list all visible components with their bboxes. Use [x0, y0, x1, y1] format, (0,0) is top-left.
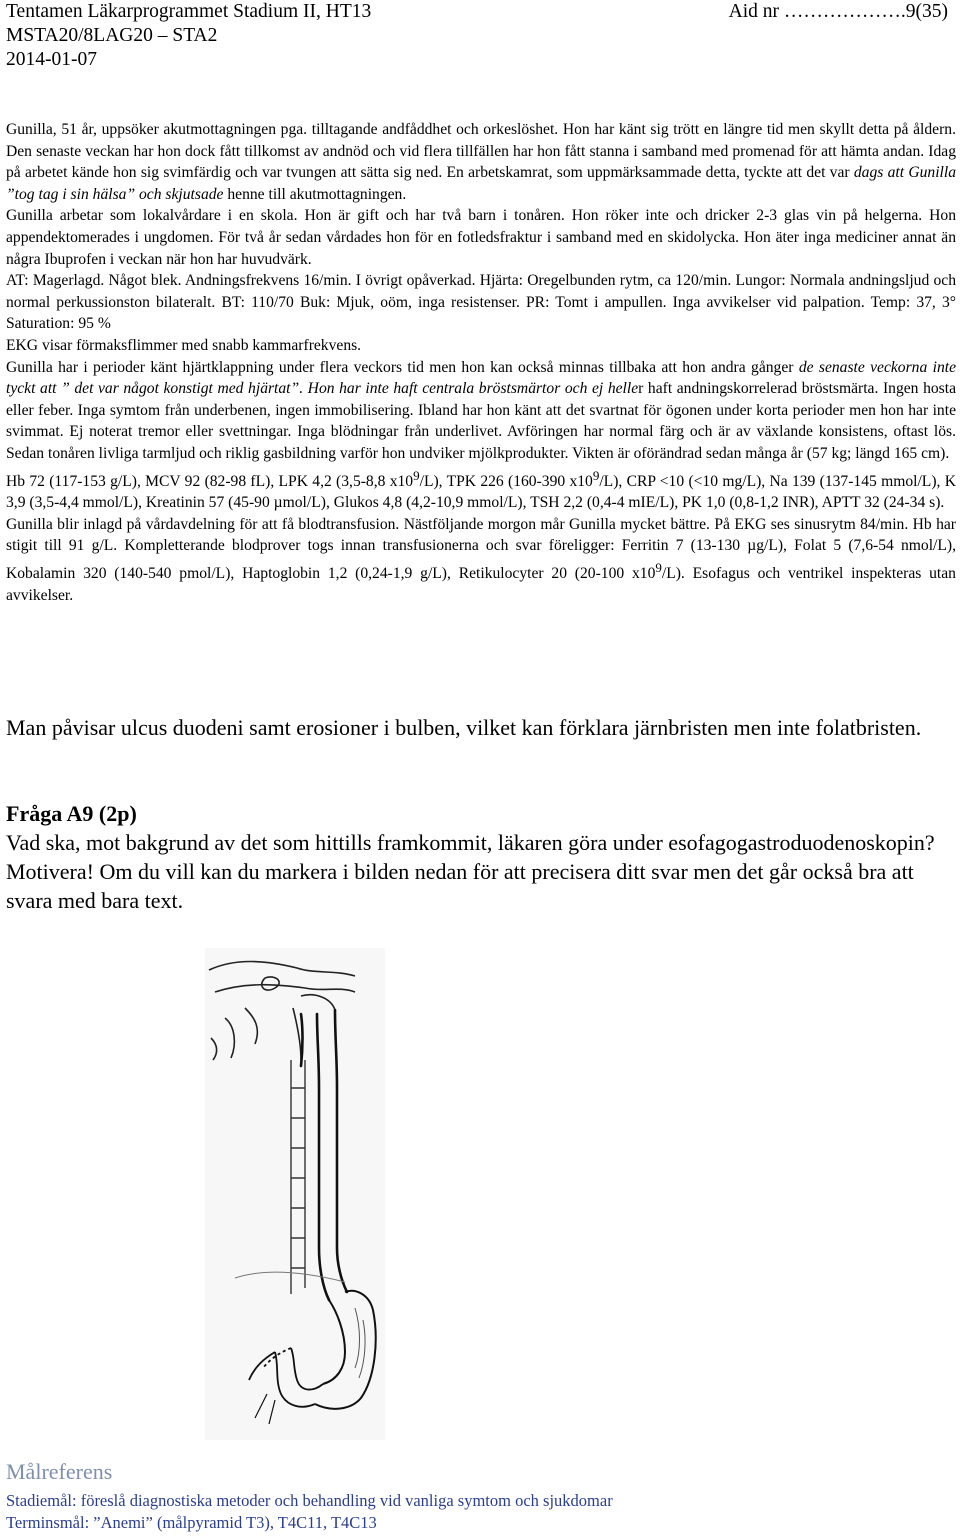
footer-title: Målreferens [6, 1459, 113, 1484]
case-history-paragraph [6, 357, 956, 465]
lab-superscript: 9 [413, 467, 420, 483]
question-text: Vad ska, mot bakgrund av det som hittills framkommit, läkaren göra under esofagogastroduodenoskopin? Motivera! Om du vill kan du markera i bilden nedan för att precisera ditt svar men det går också bra att svara med bara text. [6, 830, 935, 913]
case-description [6, 119, 956, 606]
followup-text: Gunilla blir inlagd på vårdavdelning för att få blodtransfusion. Nästföljande morgon mår Gunilla mycket bättre. På EKG ses sinusrytm 84/min. Hb har stigit till 91 g/L. Kompletterande blodprover togs innan transfusionerna och svar föreligger: Ferritin 7 (13-130 µg/L), Folat 5 (7,6-54 nmol/L), Kobalamin 320 (140-540 pmol/L), Haptoglobin 1,2 (0,24-1,9 g/L), Retikulocyter 20 (20-100 x10 [6, 515, 956, 583]
lab-superscript: 9 [592, 467, 600, 483]
gastrointestinal-tract-figure[interactable] [205, 948, 385, 1440]
case-intro-quote: dags att Gunilla ”tog tag i sin hälsa” och skjutsade [6, 164, 956, 203]
question-title: Fråga A9 (2p) [6, 801, 137, 826]
case-followup [6, 514, 956, 607]
case-history-text-a: Gunilla har i perioder känt hjärtklappning under flera veckors tid men hon kan också minnas tillbaka att hon andra gånger [6, 358, 794, 376]
followup-tail: /L). Esofagus och ventrikel inspekteras utan avvikelser. [6, 565, 956, 604]
lab-text-a: Hb 72 (117-153 g/L), MCV 92 (82-98 fL), LPK 4,2 (3,5-8,8 x10 [6, 472, 414, 490]
case-status: AT: Magerlagd. Något blek. Andningsfrekvens 16/min. I övrigt opåverkad. Hjärta: Oregelbunden rytm, ca 120/min. Lungor: Normala andningsljud och normal perkussionston bilateralt. BT: 110/70 Buk: Mjuk, oöm, inga resistenser. PR: Tomt i ampullen. Inga avvikelser vid palpation. Temp: 37, 3° Saturation: 95 % [6, 272, 956, 333]
case-history-text-b: r haft andningskorrelerad bröstsmärta. Ingen hosta eller feber. Inga symtom från underbenen, ingen immobilisering. Ibland har hon känt att det svartnat för ögonen under korta perioder men hon har inte svimmat. Ej noterat tremor eller svettningar. Inga blödningar från underlivet. Avföringen har normal färg och är av växlande konsistens, oftast lös. Sedan tonåren livliga tarmljud och riklig gasbildning varför hon undviker mjölkprodukter. Vikten är oförändrad sedan många år (57 kg; längd 165 cm). [6, 380, 956, 462]
endoscopy-finding [6, 713, 951, 742]
exam-title: Tentamen Läkarprogrammet Stadium II, HT13 [6, 1, 372, 22]
course-code: MSTA20/8LAG20 – STA2 [6, 25, 218, 46]
lab-text-b: /L), TPK 226 (160-390 x10 [419, 472, 593, 490]
aid-number: Aid nr ……………….9(35) [728, 1, 948, 22]
exam-date: 2014-01-07 [6, 49, 97, 70]
lab-text-c: /L), CRP <10 (<10 mg/L), Na 139 (137-145 mmol/L), K 3,9 (3,5-4,4 mmol/L), Kreatinin 57 (45-90 µmol/L), Glukos 4,8 (4,2-10,9 mmol/L), TSH 2,2 (0,4-4 mIE/L), PK 1,0 (0,8-1,2 INR), APTT 32 (24-34 s). [6, 472, 956, 512]
case-paragraph-1 [6, 119, 956, 205]
finding-text: Man påvisar ulcus duodeni samt erosioner i bulben, vilket kan förklara järnbristen men inte folatbristen. [6, 715, 922, 740]
case-ekg: EKG visar förmaksflimmer med snabb kammarfrekvens. [6, 336, 362, 354]
followup-superscript: 9 [655, 560, 662, 576]
case-lab-results [6, 465, 956, 514]
case-social-history: Gunilla arbetar som lokalvårdare i en skola. Hon är gift och har två barn i tonåren. Hon röker inte och dricker 2-3 glas vin på helgerna. Hon appendektomerades i ungdomen. För två år sedan vårdades hon för en fotledsfraktur i samband med en skidolycka. Hon äter inga mediciner annat än några Ibuprofen i veckan när hon har huvudvärk. [6, 207, 956, 268]
case-history-quote: de senaste veckorna inte tyckt att ” det var något konstigt med hjärtat”. Hon har inte haft centrala bröstsmärtor och ej helle [6, 358, 956, 398]
question-block [6, 799, 951, 915]
case-intro-text: Gunilla, 51 år, uppsöker akutmottagningen pga. tilltagande andfåddhet och orkeslöshet. Hon har känt sig trött en längre tid men skyllt detta på åldern. Den senaste veckan har hon dock fått tillkomst av andnöd och vid flera tillfällen har hon fått stanna i samband med promenad för att hämta andan. Idag på arbetet kände hon sig svimfärdig och var tvungen att sätta sig ned. En arbetskamrat, som uppmärksammade detta, tyckte att det var [6, 121, 956, 182]
stage-goal: Stadiemål: föreslå diagnostiska metoder och behandling vid vanliga symtom och sjukdomar [6, 1491, 613, 1510]
term-goal: Terminsmål: ”Anemi” (målpyramid T3), T4C11, T4C13 [6, 1513, 377, 1532]
case-intro-tail: henne till akutmottagningen. [227, 185, 407, 203]
